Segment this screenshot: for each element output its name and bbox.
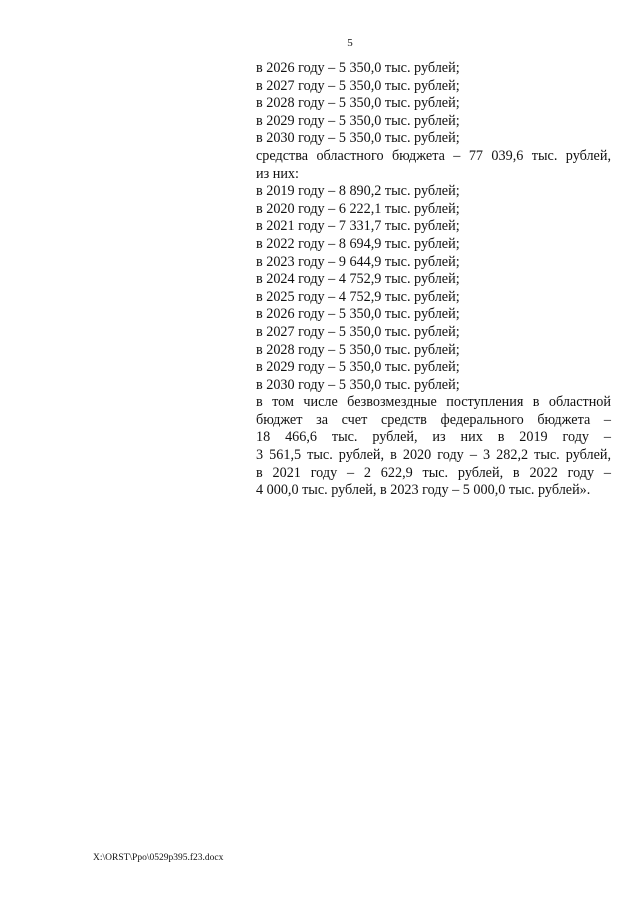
list-item: в 2025 году – 4 752,9 тыс. рублей; <box>256 288 460 305</box>
list-item: в 2030 году – 5 350,0 тыс. рублей; <box>256 130 460 147</box>
federal-paragraph-line: в 2021 году – 2 622,9 тыс. рублей, в 2022 году – <box>256 464 611 481</box>
footer-file-path: X:\ORST\Ppo\0529p395.f23.docx <box>93 853 224 863</box>
federal-paragraph <box>256 394 611 500</box>
federal-paragraph-line: 4 000,0 тыс. рублей, в 2023 году – 5 000,0 тыс. рублей». <box>256 482 591 499</box>
list-item: в 2023 году – 9 644,9 тыс. рублей; <box>256 253 460 270</box>
list-item: в 2024 году – 4 752,9 тыс. рублей; <box>256 271 460 288</box>
federal-paragraph-line: 18 466,6 тыс. рублей, из них в 2019 году – <box>256 429 611 446</box>
year-list-top <box>256 60 611 148</box>
list-item: в 2029 году – 5 350,0 тыс. рублей; <box>256 112 460 129</box>
federal-paragraph-line: 3 561,5 тыс. рублей, в 2020 году – 3 282,2 тыс. рублей, <box>256 447 611 464</box>
list-item: в 2028 году – 5 350,0 тыс. рублей; <box>256 95 460 112</box>
list-item: в 2029 году – 5 350,0 тыс. рублей; <box>256 359 460 376</box>
list-item: в 2028 году – 5 350,0 тыс. рублей; <box>256 341 460 358</box>
regional-budget-subheading: из них: <box>256 165 299 182</box>
list-item: в 2026 году – 5 350,0 тыс. рублей; <box>256 60 460 76</box>
list-item: в 2022 году – 8 694,9 тыс. рублей; <box>256 235 460 252</box>
list-item: в 2027 году – 5 350,0 тыс. рублей; <box>256 77 460 94</box>
federal-paragraph-line: бюджет за счет средств федерального бюджета – <box>256 411 611 428</box>
document-body <box>256 60 611 500</box>
list-item: в 2020 году – 6 222,1 тыс. рублей; <box>256 200 460 217</box>
list-item: в 2030 году – 5 350,0 тыс. рублей; <box>256 376 460 393</box>
page-number: 5 <box>347 37 353 49</box>
federal-paragraph-line: в том числе безвозмездные поступления в областной <box>256 394 611 411</box>
list-item: в 2027 году – 5 350,0 тыс. рублей; <box>256 323 460 340</box>
regional-budget-heading: средства областного бюджета – 77 039,6 тыс. рублей, <box>256 147 611 164</box>
list-item: в 2026 году – 5 350,0 тыс. рублей; <box>256 306 460 323</box>
regional-year-list <box>256 183 611 394</box>
list-item: в 2021 году – 7 331,7 тыс. рублей; <box>256 218 460 235</box>
list-item: в 2019 году – 8 890,2 тыс. рублей; <box>256 183 460 200</box>
